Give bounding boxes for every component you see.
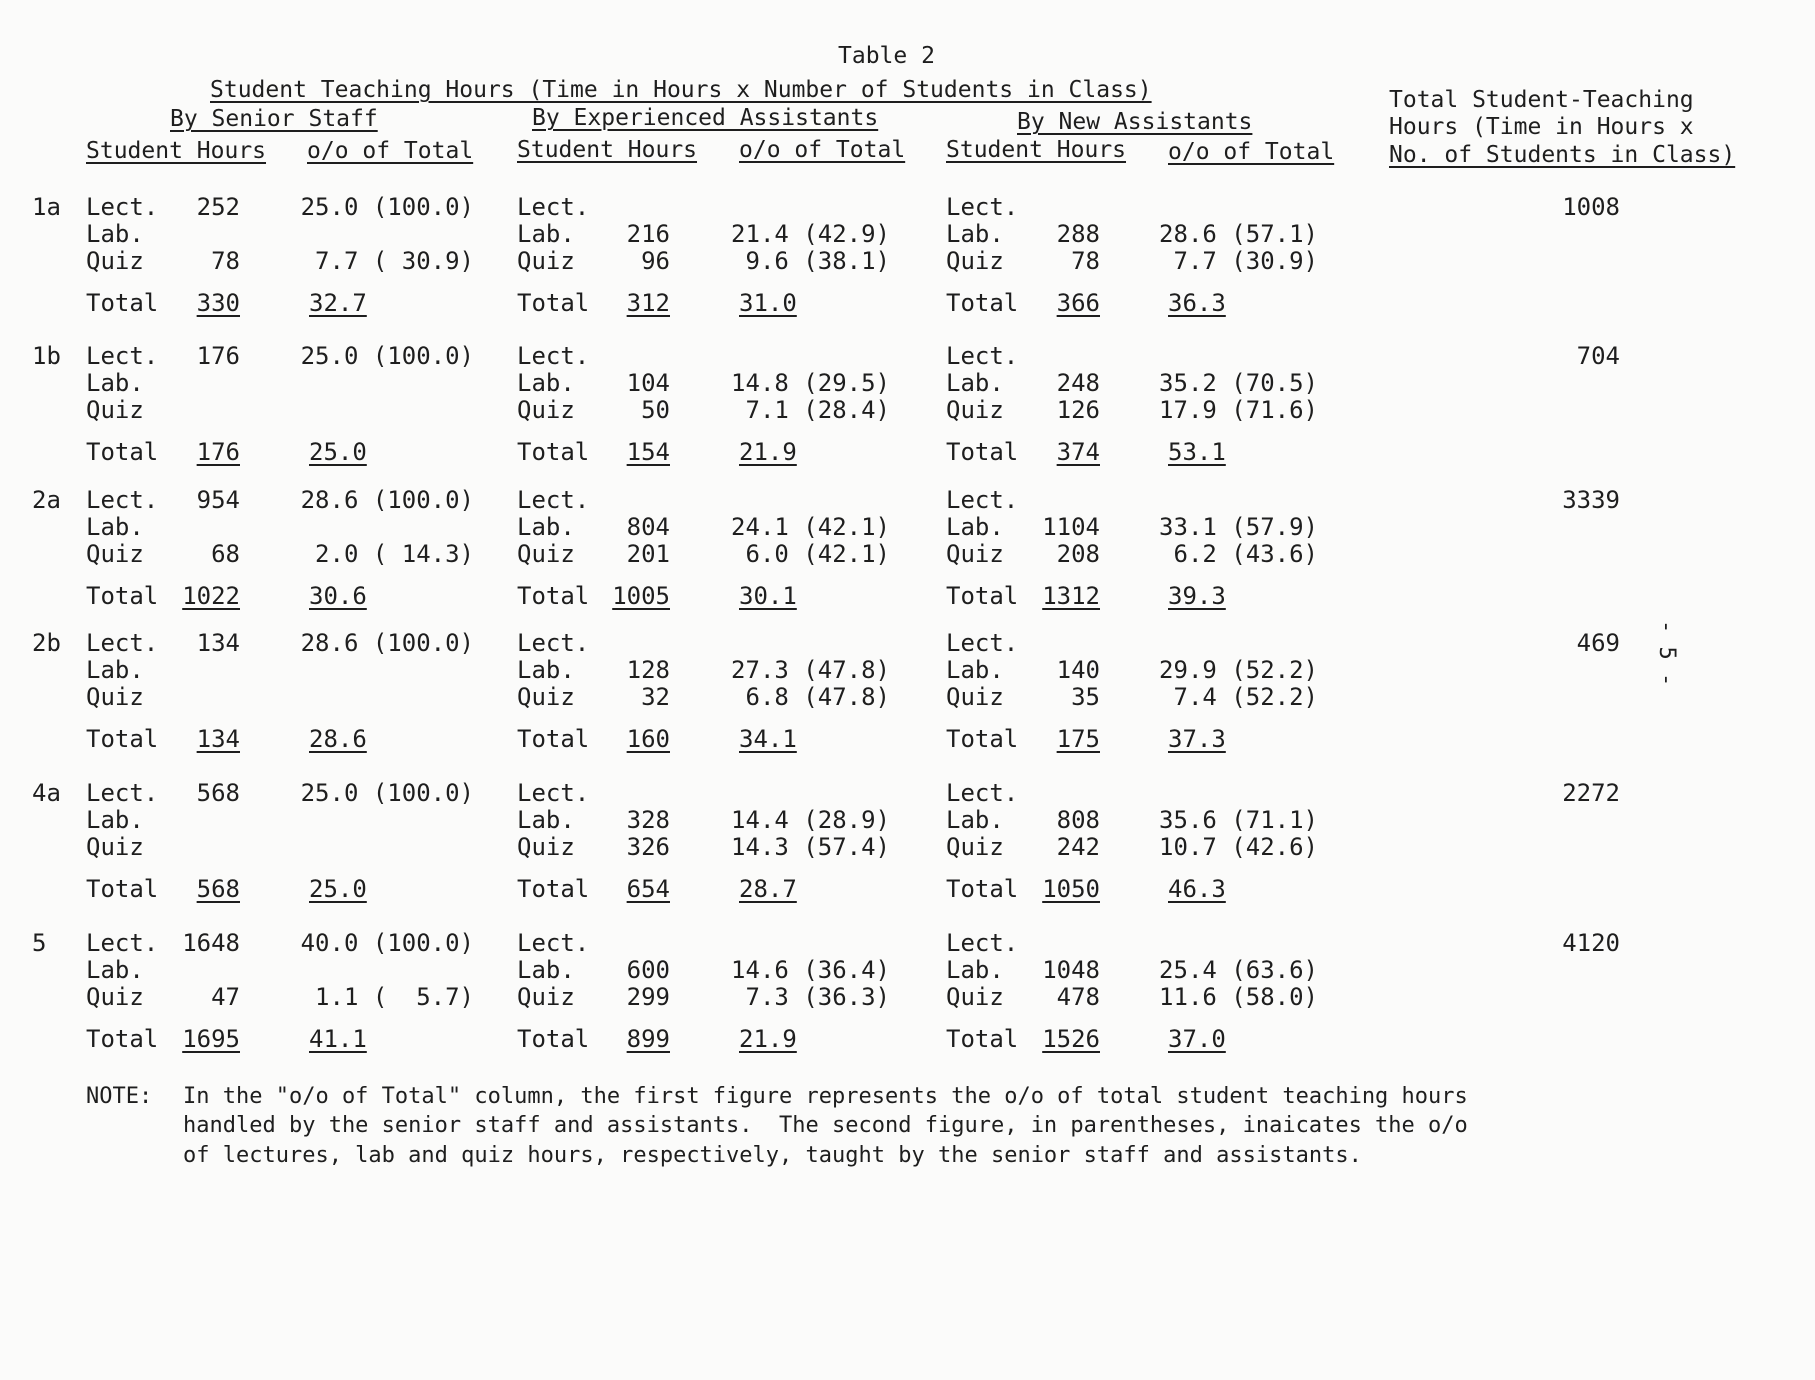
senior-total-pct: 41.1 (309, 1025, 367, 1053)
new-total-pct: 53.1 (1168, 438, 1226, 466)
row-label-lect: Lect. (86, 629, 159, 657)
row-label-quiz: Quiz (946, 833, 1004, 861)
exp-total-hours: 312 (626, 289, 670, 317)
senior-lect-hours: 954 (196, 486, 240, 514)
grand-total-cell: 3339 (1562, 486, 1620, 514)
row-label-lab: Lab. (517, 806, 575, 834)
senior-total-hours: 134 (196, 725, 240, 753)
row-id: 2b (32, 629, 61, 657)
row-label-lect: Lect. (946, 629, 1019, 657)
row-label-quiz: Quiz (86, 833, 144, 861)
row-label-lect: Lect. (517, 342, 590, 370)
senior-lect-pct: 25.0 (100.0) (300, 779, 474, 807)
exp-lab-pct: 21.4 (42.9) (731, 220, 890, 248)
col-header-new-pct: o/o of Total (1168, 139, 1335, 165)
exp-quiz-hours: 326 (626, 833, 670, 861)
exp-quiz-hours: 201 (626, 540, 670, 568)
table-title: Student Teaching Hours (Time in Hours x Number of Students in Class) (210, 77, 1152, 103)
senior-quiz-hours: 68 (211, 540, 240, 568)
exp-total-pct: 34.1 (739, 725, 797, 753)
col-header-exp-pct: o/o of Total (739, 137, 906, 163)
row-label-quiz: Quiz (946, 983, 1004, 1011)
senior-lect-pct: 28.6 (100.0) (300, 486, 474, 514)
row-label-quiz: Quiz (946, 540, 1004, 568)
total-header-line-1: Total Student-Teaching (1389, 87, 1694, 113)
senior-total-hours: 176 (196, 438, 240, 466)
row-id: 1a (32, 193, 61, 221)
row-label-lect: Lect. (86, 486, 159, 514)
row-label-lect: Lect. (946, 929, 1019, 957)
new-quiz-hours: 208 (1056, 540, 1100, 568)
row-label-lab: Lab. (517, 220, 575, 248)
col-header-senior-hours: Student Hours (86, 138, 267, 164)
senior-quiz-hours: 78 (211, 247, 240, 275)
new-lab-pct: 29.9 (52.2) (1159, 656, 1318, 684)
row-label-lab: Lab. (517, 956, 575, 984)
new-lab-pct: 35.6 (71.1) (1159, 806, 1318, 834)
new-total-pct: 37.0 (1168, 1025, 1226, 1053)
senior-lect-pct: 25.0 (100.0) (300, 342, 474, 370)
exp-total-hours: 1005 (612, 582, 670, 610)
new-total-hours: 175 (1056, 725, 1100, 753)
row-label-quiz: Quiz (946, 247, 1004, 275)
exp-lab-hours: 128 (626, 656, 670, 684)
row-label-quiz: Quiz (86, 540, 144, 568)
senior-total-hours: 330 (196, 289, 240, 317)
col-header-exp-hours: Student Hours (517, 137, 698, 163)
row-label-lect: Lect. (86, 929, 159, 957)
row-label-quiz: Quiz (86, 983, 144, 1011)
row-label-lect: Lect. (86, 193, 159, 221)
total-header-line-2: Hours (Time in Hours x (1389, 114, 1694, 140)
row-label-total: Total (86, 438, 159, 466)
new-total-pct: 39.3 (1168, 582, 1226, 610)
exp-lab-hours: 104 (626, 369, 670, 397)
exp-total-pct: 28.7 (739, 875, 797, 903)
exp-lab-hours: 328 (626, 806, 670, 834)
row-label-quiz: Quiz (86, 247, 144, 275)
senior-lect-hours: 568 (196, 779, 240, 807)
row-label-quiz: Quiz (946, 683, 1004, 711)
exp-lab-pct: 14.8 (29.5) (731, 369, 890, 397)
new-quiz-pct: 7.7 (30.9) (1173, 247, 1318, 275)
new-lab-hours: 288 (1056, 220, 1100, 248)
row-label-total: Total (517, 725, 590, 753)
group-title-senior: By Senior Staff (170, 106, 378, 132)
exp-lab-pct: 27.3 (47.8) (731, 656, 890, 684)
exp-quiz-pct: 7.3 (36.3) (745, 983, 890, 1011)
row-label-total: Total (946, 582, 1019, 610)
exp-quiz-pct: 7.1 (28.4) (745, 396, 890, 424)
row-label-lab: Lab. (946, 513, 1004, 541)
senior-quiz-pct: 1.1 ( 5.7) (315, 983, 474, 1011)
row-label-lect: Lect. (86, 342, 159, 370)
row-label-lect: Lect. (517, 486, 590, 514)
exp-lab-hours: 216 (626, 220, 670, 248)
row-label-lect: Lect. (946, 486, 1019, 514)
row-label-lab: Lab. (86, 806, 144, 834)
row-label-lab: Lab. (946, 656, 1004, 684)
new-total-hours: 1050 (1042, 875, 1100, 903)
row-label-lab: Lab. (517, 513, 575, 541)
note-line-1: In the "o/o of Total" column, the first figure represents the o/o of total student teaching hours (183, 1084, 1468, 1109)
senior-quiz-pct: 7.7 ( 30.9) (315, 247, 474, 275)
exp-lab-pct: 24.1 (42.1) (731, 513, 890, 541)
new-lab-hours: 140 (1056, 656, 1100, 684)
row-label-lab: Lab. (946, 806, 1004, 834)
exp-quiz-hours: 299 (626, 983, 670, 1011)
table-label: Table 2 (838, 43, 935, 69)
senior-lect-hours: 252 (196, 193, 240, 221)
senior-lect-pct: 28.6 (100.0) (300, 629, 474, 657)
new-total-pct: 46.3 (1168, 875, 1226, 903)
new-lab-hours: 1104 (1042, 513, 1100, 541)
new-total-hours: 1526 (1042, 1025, 1100, 1053)
exp-quiz-hours: 32 (641, 683, 670, 711)
new-total-hours: 1312 (1042, 582, 1100, 610)
senior-quiz-hours: 47 (211, 983, 240, 1011)
grand-total-cell: 1008 (1562, 193, 1620, 221)
row-label-lab: Lab. (946, 220, 1004, 248)
row-label-lect: Lect. (517, 929, 590, 957)
senior-total-pct: 30.6 (309, 582, 367, 610)
exp-quiz-pct: 14.3 (57.4) (731, 833, 890, 861)
row-label-total: Total (86, 725, 159, 753)
exp-quiz-pct: 6.0 (42.1) (745, 540, 890, 568)
row-label-quiz: Quiz (517, 833, 575, 861)
row-label-lab: Lab. (86, 513, 144, 541)
new-lab-pct: 28.6 (57.1) (1159, 220, 1318, 248)
exp-lab-pct: 14.4 (28.9) (731, 806, 890, 834)
senior-total-hours: 1022 (182, 582, 240, 610)
row-label-quiz: Quiz (517, 247, 575, 275)
new-quiz-hours: 35 (1071, 683, 1100, 711)
new-quiz-hours: 242 (1056, 833, 1100, 861)
senior-total-pct: 25.0 (309, 875, 367, 903)
new-quiz-pct: 10.7 (42.6) (1159, 833, 1318, 861)
exp-quiz-hours: 96 (641, 247, 670, 275)
row-id: 5 (32, 929, 47, 957)
new-lab-hours: 1048 (1042, 956, 1100, 984)
group-title-experienced: By Experienced Assistants (532, 105, 879, 131)
exp-total-hours: 899 (626, 1025, 670, 1053)
senior-lect-hours: 1648 (182, 929, 240, 957)
row-label-quiz: Quiz (86, 396, 144, 424)
row-id: 2a (32, 486, 61, 514)
row-label-total: Total (86, 582, 159, 610)
row-label-quiz: Quiz (517, 396, 575, 424)
new-lab-hours: 248 (1056, 369, 1100, 397)
senior-lect-hours: 134 (196, 629, 240, 657)
new-quiz-hours: 478 (1056, 983, 1100, 1011)
senior-total-hours: 1695 (182, 1025, 240, 1053)
row-label-lect: Lect. (946, 779, 1019, 807)
new-quiz-hours: 126 (1056, 396, 1100, 424)
row-label-total: Total (946, 875, 1019, 903)
row-label-total: Total (517, 875, 590, 903)
row-label-total: Total (946, 1025, 1019, 1053)
row-label-total: Total (517, 582, 590, 610)
group-title-new: By New Assistants (1017, 109, 1253, 135)
grand-total-cell: 704 (1576, 342, 1620, 370)
row-label-quiz: Quiz (517, 540, 575, 568)
exp-total-hours: 654 (626, 875, 670, 903)
exp-lab-hours: 600 (626, 956, 670, 984)
new-quiz-pct: 11.6 (58.0) (1159, 983, 1318, 1011)
new-quiz-hours: 78 (1071, 247, 1100, 275)
grand-total-cell: 2272 (1562, 779, 1620, 807)
page-number: - 5 - (1654, 620, 1679, 687)
exp-total-pct: 21.9 (739, 1025, 797, 1053)
exp-quiz-pct: 6.8 (47.8) (745, 683, 890, 711)
row-label-lab: Lab. (946, 369, 1004, 397)
senior-lect-pct: 25.0 (100.0) (300, 193, 474, 221)
row-label-quiz: Quiz (517, 683, 575, 711)
row-label-lab: Lab. (86, 220, 144, 248)
note-line-2: handled by the senior staff and assistants. The second figure, in parentheses, inaicates the o/o (183, 1113, 1468, 1138)
row-label-lab: Lab. (86, 369, 144, 397)
new-lab-pct: 25.4 (63.6) (1159, 956, 1318, 984)
new-total-pct: 36.3 (1168, 289, 1226, 317)
exp-total-hours: 154 (626, 438, 670, 466)
row-label-lab: Lab. (946, 956, 1004, 984)
col-header-new-hours: Student Hours (946, 137, 1127, 163)
row-label-lect: Lect. (517, 629, 590, 657)
exp-total-pct: 21.9 (739, 438, 797, 466)
new-lab-hours: 808 (1056, 806, 1100, 834)
row-label-total: Total (86, 289, 159, 317)
grand-total-cell: 4120 (1562, 929, 1620, 957)
exp-quiz-pct: 9.6 (38.1) (745, 247, 890, 275)
new-quiz-pct: 7.4 (52.2) (1173, 683, 1318, 711)
exp-lab-pct: 14.6 (36.4) (731, 956, 890, 984)
row-label-total: Total (517, 438, 590, 466)
new-total-hours: 366 (1056, 289, 1100, 317)
row-id: 4a (32, 779, 61, 807)
total-header-line-3: No. of Students in Class) (1389, 142, 1736, 168)
row-label-lab: Lab. (517, 656, 575, 684)
exp-total-pct: 31.0 (739, 289, 797, 317)
senior-total-pct: 25.0 (309, 438, 367, 466)
senior-total-pct: 32.7 (309, 289, 367, 317)
exp-total-hours: 160 (626, 725, 670, 753)
row-label-total: Total (86, 1025, 159, 1053)
grand-total-cell: 469 (1576, 629, 1620, 657)
exp-quiz-hours: 50 (641, 396, 670, 424)
row-label-lect: Lect. (946, 193, 1019, 221)
row-label-total: Total (517, 1025, 590, 1053)
new-lab-pct: 35.2 (70.5) (1159, 369, 1318, 397)
row-label-total: Total (946, 438, 1019, 466)
new-total-pct: 37.3 (1168, 725, 1226, 753)
senior-quiz-pct: 2.0 ( 14.3) (315, 540, 474, 568)
senior-lect-hours: 176 (196, 342, 240, 370)
row-label-total: Total (86, 875, 159, 903)
col-header-senior-pct: o/o of Total (307, 138, 474, 164)
note-label: NOTE: (86, 1084, 153, 1109)
exp-total-pct: 30.1 (739, 582, 797, 610)
row-label-lect: Lect. (86, 779, 159, 807)
row-label-lect: Lect. (517, 193, 590, 221)
row-label-quiz: Quiz (517, 983, 575, 1011)
row-label-lect: Lect. (517, 779, 590, 807)
row-label-lect: Lect. (946, 342, 1019, 370)
row-label-lab: Lab. (517, 369, 575, 397)
senior-lect-pct: 40.0 (100.0) (300, 929, 474, 957)
senior-total-pct: 28.6 (309, 725, 367, 753)
note-line-3: of lectures, lab and quiz hours, respectively, taught by the senior staff and assistants. (183, 1143, 1362, 1168)
row-label-lab: Lab. (86, 656, 144, 684)
row-label-quiz: Quiz (86, 683, 144, 711)
row-label-total: Total (517, 289, 590, 317)
new-quiz-pct: 6.2 (43.6) (1173, 540, 1318, 568)
row-label-total: Total (946, 289, 1019, 317)
row-label-quiz: Quiz (946, 396, 1004, 424)
row-label-lab: Lab. (86, 956, 144, 984)
row-id: 1b (32, 342, 61, 370)
exp-lab-hours: 804 (626, 513, 670, 541)
row-label-total: Total (946, 725, 1019, 753)
senior-total-hours: 568 (196, 875, 240, 903)
new-quiz-pct: 17.9 (71.6) (1159, 396, 1318, 424)
new-total-hours: 374 (1056, 438, 1100, 466)
new-lab-pct: 33.1 (57.9) (1159, 513, 1318, 541)
